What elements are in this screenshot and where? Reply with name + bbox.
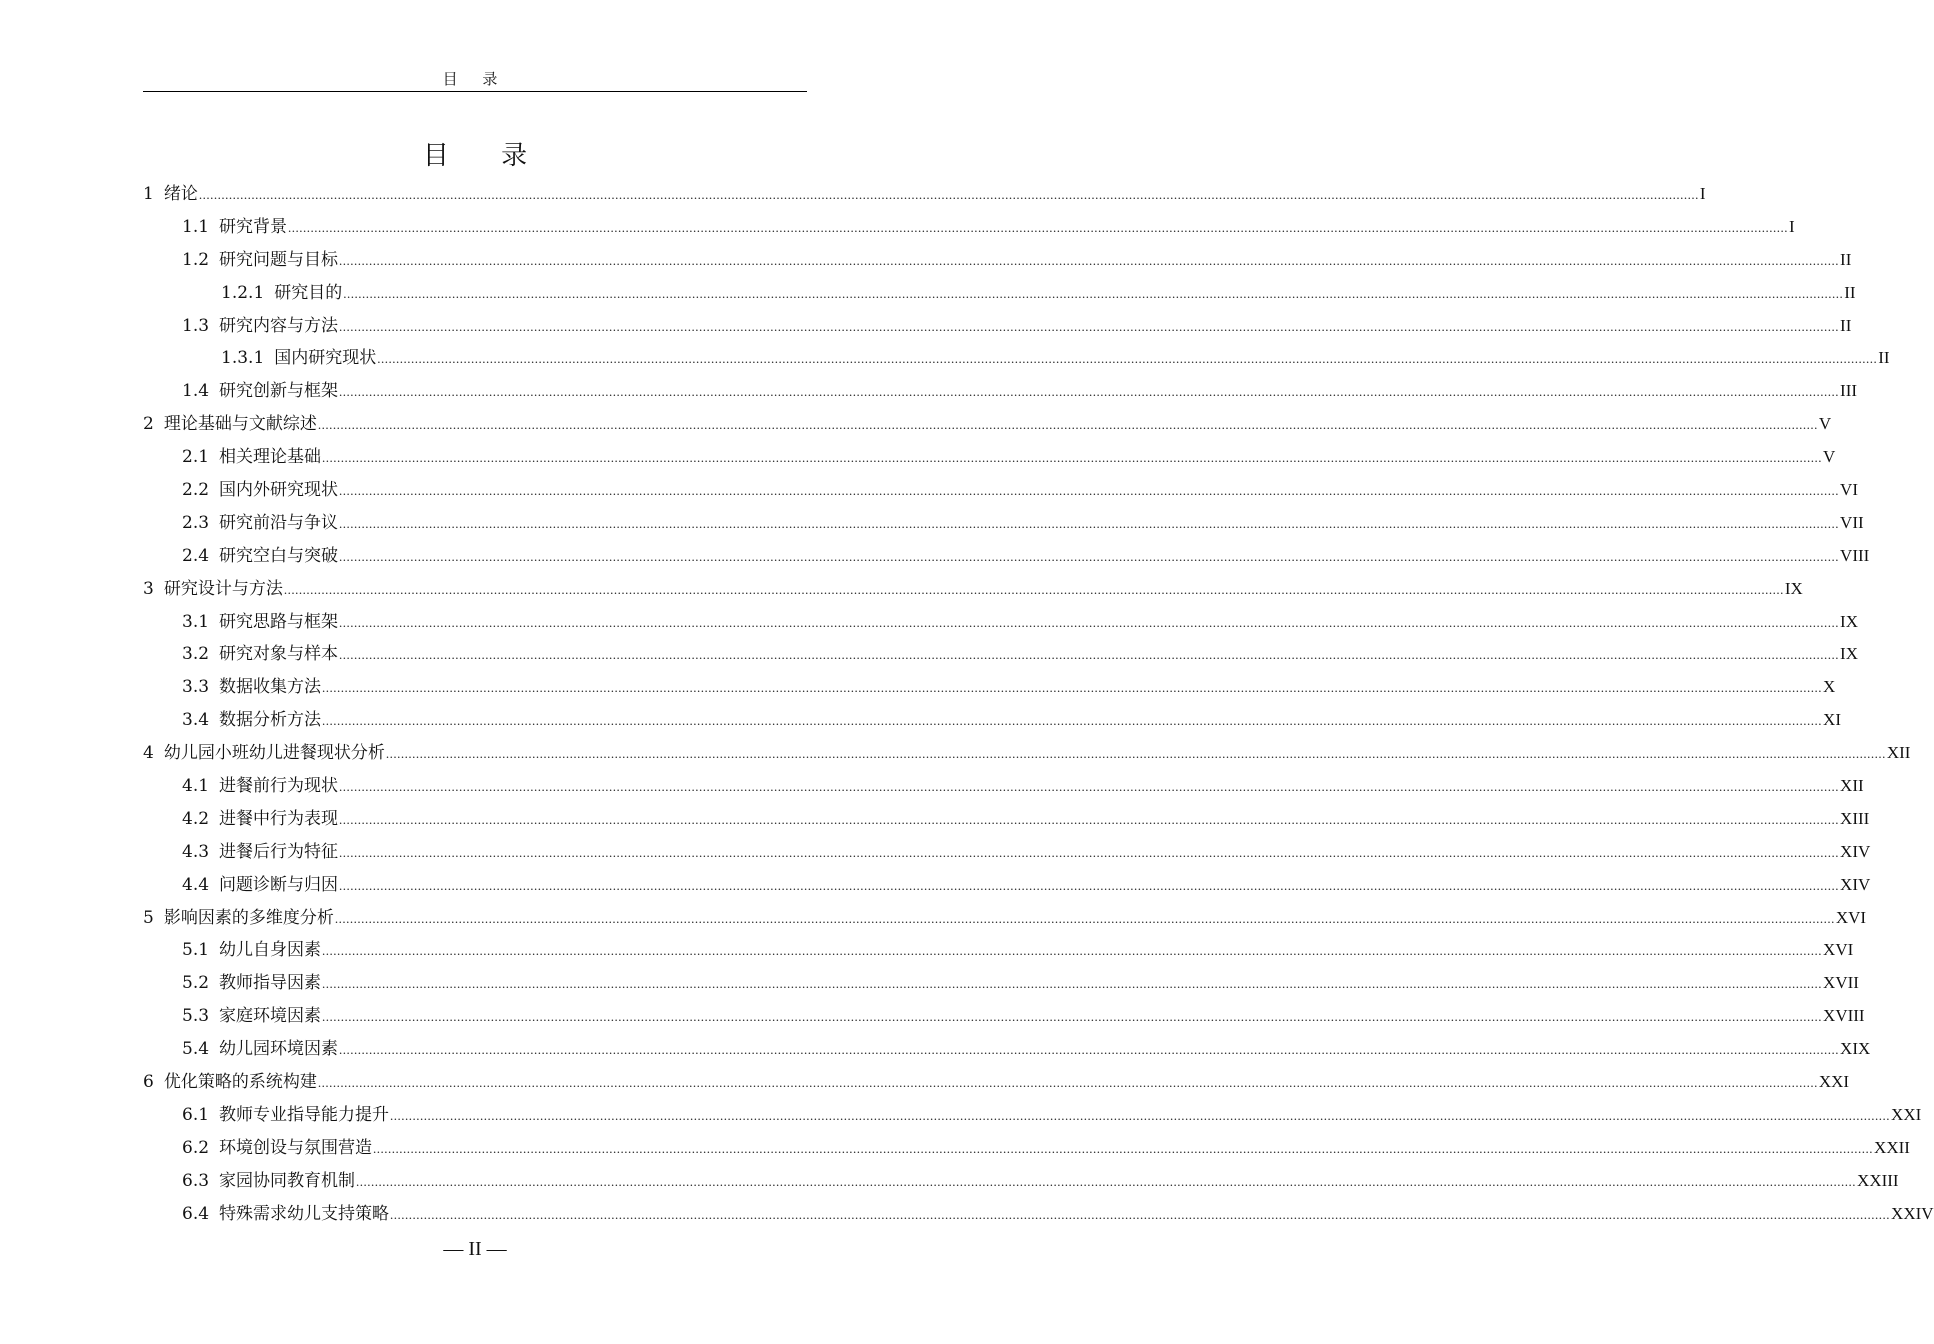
toc-dot-leader: ................................................................................................................................................................................................................................................................................................................................................................................................................ (317, 1075, 1818, 1091)
toc-dot-leader: ................................................................................................................................................................................................................................................................................................................................................................................................................ (390, 1107, 1891, 1123)
toc-entry-number: 6.2 (182, 1137, 210, 1158)
toc-entry-title: 数据收集方法 (219, 677, 322, 698)
toc-dot-leader: ................................................................................................................................................................................................................................................................................................................................................................................................................ (283, 581, 1784, 597)
toc-entry[interactable] (143, 211, 1795, 244)
toc-entry-number: 1.2.1 (221, 282, 265, 303)
toc-entry-number: 5.3 (182, 1006, 210, 1027)
toc-entry[interactable] (143, 1099, 1922, 1132)
toc-dot-leader: ................................................................................................................................................................................................................................................................................................................................................................................................................ (343, 285, 1844, 301)
toc-entry-page: II (1878, 348, 1890, 368)
toc-entry-title: 相关理论基础 (219, 447, 322, 468)
toc-entry-title: 特殊需求幼儿支持策略 (219, 1203, 390, 1224)
toc-entry-page: II (1844, 282, 1856, 302)
toc-entry-title: 研究前沿与争议 (219, 512, 339, 533)
toc-dot-leader: ................................................................................................................................................................................................................................................................................................................................................................................................................ (339, 252, 1840, 268)
toc-entry-title: 进餐后行为特征 (219, 841, 339, 862)
toc-dot-leader: ................................................................................................................................................................................................................................................................................................................................................................................................................ (334, 910, 1835, 926)
toc-entry-page: IX (1840, 611, 1858, 631)
toc-entry-page: XXII (1874, 1137, 1910, 1157)
toc-entry[interactable] (143, 934, 1854, 967)
toc-dot-leader: ................................................................................................................................................................................................................................................................................................................................................................................................................ (288, 219, 1789, 235)
toc-dot-leader: ................................................................................................................................................................................................................................................................................................................................................................................................................ (339, 614, 1840, 630)
toc-dot-leader: ................................................................................................................................................................................................................................................................................................................................................................................................................ (339, 384, 1840, 400)
toc-dot-leader: ................................................................................................................................................................................................................................................................................................................................................................................................................ (339, 844, 1840, 860)
toc-entry-title: 研究对象与样本 (219, 644, 339, 665)
toc-entry-title: 研究内容与方法 (219, 315, 339, 336)
toc-dot-leader: ................................................................................................................................................................................................................................................................................................................................................................................................................ (339, 811, 1840, 827)
toc-dot-leader: ................................................................................................................................................................................................................................................................................................................................................................................................................ (317, 417, 1818, 433)
toc-entry[interactable] (143, 1165, 1899, 1198)
page-title: 目 录 (422, 141, 550, 171)
toc-entry[interactable] (143, 540, 1870, 573)
toc-dot-leader: ................................................................................................................................................................................................................................................................................................................................................................................................................ (339, 1042, 1840, 1058)
toc-entry-number: 5.1 (182, 940, 210, 961)
toc-entry-number: 3.2 (182, 644, 210, 665)
toc-dot-leader: ................................................................................................................................................................................................................................................................................................................................................................................................................ (373, 1140, 1874, 1156)
toc-entry[interactable] (143, 1066, 1850, 1099)
toc-entry-page: VII (1840, 512, 1864, 532)
toc-entry-page: V (1818, 414, 1832, 434)
toc-entry-page: XIV (1840, 841, 1871, 861)
toc-dot-leader: ................................................................................................................................................................................................................................................................................................................................................................................................................ (339, 515, 1840, 531)
toc-entry-title: 影响因素的多维度分析 (163, 907, 334, 928)
toc-entry-page: XVI (1823, 940, 1854, 960)
toc-entry-number: 3.4 (182, 710, 210, 731)
toc-entry-page: XIV (1840, 874, 1871, 894)
toc-dot-leader: ................................................................................................................................................................................................................................................................................................................................................................................................................ (322, 713, 1823, 729)
toc-entry-title: 研究空白与突破 (219, 545, 339, 566)
toc-entry-number: 5 (143, 907, 154, 928)
toc-entry-number: 2 (143, 414, 154, 435)
toc-entry-number: 6.1 (182, 1104, 210, 1125)
toc-dot-leader: ................................................................................................................................................................................................................................................................................................................................................................................................................ (322, 976, 1823, 992)
toc-entry[interactable] (143, 1198, 1934, 1231)
toc-entry-page: XIII (1840, 808, 1870, 828)
toc-entry-number: 5.2 (182, 973, 210, 994)
toc-dot-leader: ................................................................................................................................................................................................................................................................................................................................................................................................................ (390, 1206, 1891, 1222)
toc-entry-number: 1.2 (182, 249, 210, 270)
toc-dot-leader: ................................................................................................................................................................................................................................................................................................................................................................................................................ (322, 1009, 1823, 1025)
toc-dot-leader: ................................................................................................................................................................................................................................................................................................................................................................................................................ (322, 943, 1823, 959)
toc-entry[interactable] (143, 638, 1858, 671)
toc-entry[interactable] (143, 277, 1856, 310)
toc-entry-title: 数据分析方法 (219, 710, 322, 731)
page-number: — II — (443, 1238, 507, 1260)
toc-entry[interactable] (143, 606, 1858, 639)
toc-entry[interactable] (143, 836, 1871, 869)
toc-entry-page: IX (1784, 578, 1803, 598)
toc-entry-number: 4 (143, 743, 154, 764)
toc-entry[interactable] (143, 869, 1871, 902)
toc-entry-number: 2.1 (182, 447, 210, 468)
toc-entry-page: II (1840, 315, 1852, 335)
toc-entry-number: 2.2 (182, 480, 210, 501)
toc-entry-page: XXIII (1857, 1170, 1899, 1190)
toc-entry-title: 理论基础与文献综述 (163, 414, 317, 435)
running-header: 目 录 (143, 68, 807, 92)
toc-entry-page: XVII (1823, 973, 1859, 993)
toc-entry[interactable] (143, 671, 1836, 704)
toc-entry[interactable] (143, 704, 1841, 737)
toc-dot-leader: ................................................................................................................................................................................................................................................................................................................................................................................................................ (339, 779, 1840, 795)
toc-entry[interactable] (143, 441, 1836, 474)
toc-entry-number: 4.4 (182, 874, 210, 895)
toc-entry[interactable] (143, 244, 1852, 277)
toc-entry-title: 研究问题与目标 (219, 249, 339, 270)
table-of-contents (143, 178, 1934, 1231)
toc-entry-number: 6.3 (182, 1170, 210, 1191)
toc-entry-page: VI (1840, 480, 1858, 500)
toc-entry-number: 6.4 (182, 1203, 210, 1224)
toc-entry-page: II (1840, 249, 1852, 269)
toc-entry[interactable] (143, 1033, 1871, 1066)
toc-entry[interactable] (143, 737, 1911, 770)
toc-entry-number: 1 (143, 184, 154, 204)
toc-entry-page: V (1823, 447, 1836, 467)
toc-entry-title: 教师专业指导能力提升 (219, 1104, 390, 1125)
toc-entry-title: 环境创设与氛围营造 (219, 1137, 373, 1158)
toc-entry-number: 1.1 (182, 216, 210, 237)
toc-entry-page: XXI (1891, 1104, 1922, 1124)
toc-dot-leader: ................................................................................................................................................................................................................................................................................................................................................................................................................ (198, 187, 1699, 202)
toc-entry-title: 幼儿自身因素 (219, 940, 322, 961)
toc-entry-number: 3 (143, 578, 154, 599)
toc-entry[interactable] (143, 1132, 1910, 1165)
toc-entry-title: 研究背景 (219, 216, 288, 237)
toc-dot-leader: ................................................................................................................................................................................................................................................................................................................................................................................................................ (339, 548, 1840, 564)
toc-entry[interactable] (143, 310, 1852, 343)
toc-entry-number: 6 (143, 1072, 154, 1093)
toc-entry[interactable] (143, 1000, 1865, 1033)
toc-dot-leader: ................................................................................................................................................................................................................................................................................................................................................................................................................ (385, 746, 1886, 762)
toc-entry-number: 3.3 (182, 677, 210, 698)
toc-entry-title: 研究思路与框架 (219, 611, 339, 632)
toc-entry[interactable] (143, 902, 1867, 935)
toc-entry-page: XVI (1835, 907, 1867, 927)
toc-entry-page: XXI (1818, 1072, 1850, 1092)
toc-entry-number: 3.1 (182, 611, 210, 632)
toc-entry-title: 进餐中行为表现 (219, 808, 339, 829)
toc-dot-leader: ................................................................................................................................................................................................................................................................................................................................................................................................................ (322, 450, 1823, 466)
toc-entry-page: I (1699, 184, 1706, 203)
toc-entry-page: XXIV (1891, 1203, 1934, 1223)
toc-entry-title: 幼儿园小班幼儿进餐现状分析 (163, 743, 385, 764)
toc-dot-leader: ................................................................................................................................................................................................................................................................................................................................................................................................................ (356, 1173, 1857, 1189)
toc-entry[interactable] (143, 408, 1832, 441)
toc-entry-page: IX (1840, 644, 1858, 664)
toc-entry-page: XI (1823, 710, 1841, 730)
toc-entry-title: 国内外研究现状 (219, 480, 339, 501)
toc-dot-leader: ................................................................................................................................................................................................................................................................................................................................................................................................................ (339, 483, 1840, 499)
toc-dot-leader: ................................................................................................................................................................................................................................................................................................................................................................................................................ (339, 318, 1840, 334)
toc-entry-page: XII (1886, 743, 1911, 763)
toc-entry[interactable] (143, 573, 1803, 606)
toc-entry-page: VIII (1840, 545, 1870, 565)
toc-entry-number: 4.2 (182, 808, 210, 829)
toc-dot-leader: ................................................................................................................................................................................................................................................................................................................................................................................................................ (322, 680, 1823, 696)
toc-entry-title: 进餐前行为现状 (219, 776, 339, 797)
toc-entry-title: 家园协同教育机制 (219, 1170, 356, 1191)
toc-entry-number: 2.3 (182, 512, 210, 533)
toc-entry-number: 2.4 (182, 545, 210, 566)
toc-entry-title: 家庭环境因素 (219, 1006, 322, 1027)
toc-entry[interactable] (143, 375, 1858, 408)
toc-entry-title: 研究创新与框架 (219, 381, 339, 402)
toc-entry-title: 研究设计与方法 (163, 578, 283, 599)
toc-entry[interactable] (143, 803, 1870, 836)
toc-entry-page: XVIII (1823, 1006, 1865, 1026)
toc-entry[interactable] (143, 474, 1858, 507)
toc-entry-page: III (1840, 381, 1858, 401)
toc-entry-page: XII (1840, 776, 1864, 796)
toc-entry-number: 1.3.1 (221, 348, 265, 369)
toc-entry[interactable] (143, 342, 1890, 375)
toc-entry-number: 4.3 (182, 841, 210, 862)
toc-entry-title: 幼儿园环境因素 (219, 1039, 339, 1060)
toc-entry-number: 5.4 (182, 1039, 210, 1060)
toc-entry-title: 优化策略的系统构建 (163, 1072, 317, 1093)
toc-entry-title: 研究目的 (274, 282, 343, 303)
toc-entry[interactable] (143, 967, 1859, 1000)
toc-entry[interactable] (143, 178, 1706, 211)
toc-entry[interactable] (143, 770, 1864, 803)
toc-dot-leader: ................................................................................................................................................................................................................................................................................................................................................................................................................ (377, 351, 1878, 367)
toc-entry-page: X (1823, 677, 1836, 697)
toc-entry-page: XIX (1840, 1039, 1871, 1059)
toc-dot-leader: ................................................................................................................................................................................................................................................................................................................................................................................................................ (339, 647, 1840, 663)
toc-dot-leader: ................................................................................................................................................................................................................................................................................................................................................................................................................ (339, 877, 1840, 893)
toc-entry-title: 问题诊断与归因 (219, 874, 339, 895)
toc-entry-number: 1.3 (182, 315, 210, 336)
toc-entry-number: 4.1 (182, 776, 210, 797)
toc-entry-title: 绪论 (163, 184, 198, 204)
toc-entry-title: 教师指导因素 (219, 973, 322, 994)
toc-entry-number: 1.4 (182, 381, 210, 402)
toc-entry[interactable] (143, 507, 1864, 540)
toc-entry-page: I (1789, 216, 1795, 236)
toc-entry-title: 国内研究现状 (274, 348, 377, 369)
